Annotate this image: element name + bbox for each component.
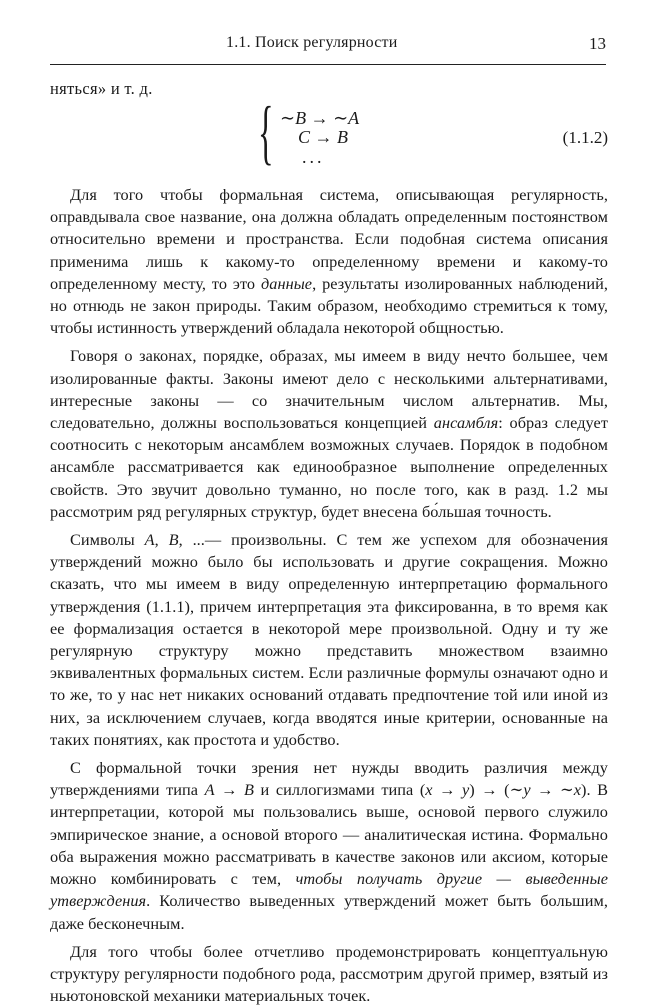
equation-number: (1.1.2) [562, 128, 608, 147]
text-run: . Количество выведенных утверждений может быть большим, даже бесконечным. [50, 891, 608, 933]
running-header [50, 26, 606, 65]
paragraph [50, 345, 608, 523]
continuation-text: няться» и т. д. [50, 79, 153, 98]
text-run: Говоря о законах, порядке, образах, мы имеем в виду нечто большее, чем изолированные факты. Законы имеют дело с несколькими альтернативами, интересные законы — со значительным числом альтернатив. Мы, следовательно, должны воспользоваться концепцией [50, 346, 608, 433]
paragraph [50, 941, 608, 1007]
section-title: 1.1. Поиск регулярности [226, 34, 398, 51]
formula-line-3: ... [302, 147, 325, 167]
italic-run: ансамбля [433, 413, 499, 433]
text-run: ) → (∼ [469, 780, 524, 800]
text-run: , [154, 530, 169, 550]
italic-run: x [573, 780, 581, 800]
paragraph [50, 529, 608, 751]
body-text [50, 184, 608, 1007]
italic-run: B [168, 530, 179, 550]
text-run: С формальной точки зрения нет нужды вводить различия между утверждениями типа [50, 758, 608, 800]
italic-run: данные [260, 273, 313, 293]
formula-line-1: ∼B → ∼A [280, 108, 360, 128]
formula-line-2: C → B [298, 127, 349, 147]
italic-run: чтобы получать другие — выведенные утверждения [50, 869, 609, 911]
text-run: , ...— произвольны. С тем же успехом для обозначения утверждений можно было бы использовать и другие сокращения. Можно сказать, что мы имеем в виду определенную интерпретацию формального утверждения (1.1.1), причем интерпретация эта фиксированна, в то время как ее формализация остается в некоторой мере произвольной. Одну и ту же регулярную структуру можно представить множеством взаимно эквивалентных формальных систем. Если различные формулы означают одно и то же, то у нас нет никаких оснований отдавать предпочтение той или иной из них, за исключением случаев, когда вводятся иные критерии, основанные на таких понятиях, как простота и удобство. [50, 530, 608, 749]
page-number: 13 [589, 34, 606, 53]
italic-run: A [144, 530, 155, 550]
text-run: → [214, 780, 244, 800]
text-run: ). В интерпретации, которой мы пользовались выше, основой первого служило эмпирическое знание, а основой второго — аналитическая истина. Формально оба выражения можно рассматривать в качестве законов или аксиом, которые можно комбинировать с тем, [50, 780, 609, 889]
italic-run: y [523, 780, 531, 800]
paragraph [50, 184, 608, 339]
italic-run: B [244, 780, 254, 800]
text-run: , результаты изолированных наблюдений, но отнюдь не закон природы. Таким образом, необходимо стремиться к тому, чтобы истинность утверждений обладала некоторой общностью. [50, 273, 608, 338]
text-run: → [432, 780, 462, 800]
italic-run: A [204, 780, 215, 800]
text-run: Для того чтобы формальная система, описывающая регулярность, оправдывала свое название, она должна обладать определенным постоянством относительно времени и пространства. Если подобная система описания применима лишь к какому-то определенному времени и какому-то определенному месту, то это [50, 185, 608, 293]
text-run: : образ следует соотносить с некоторым ансамблем возможных случаев. Порядок в подобном ансамбле рассматривается как единообразное выполнение определенных свойств. Это звучит довольно туманно, но после того, как в разд. 1.2 мы рассмотрим ряд регулярных структур, будет внесена бо́льшая точность. [50, 413, 608, 521]
text-run: Для того чтобы более отчетливо продемонстрировать концептуальную структуру регулярности подобного рода, рассмотрим другой пример, взятый из ньютоновской механики материальных точек. [50, 941, 608, 1006]
italic-run: x [425, 780, 433, 800]
left-brace-icon: { [258, 92, 274, 172]
text-run: и силлогизмами типа ( [254, 780, 426, 800]
italic-run: y [461, 780, 470, 800]
paragraph [50, 757, 608, 935]
formula-block [258, 92, 608, 174]
text-run: → ∼ [530, 780, 574, 800]
text-run: Символы [70, 530, 145, 550]
